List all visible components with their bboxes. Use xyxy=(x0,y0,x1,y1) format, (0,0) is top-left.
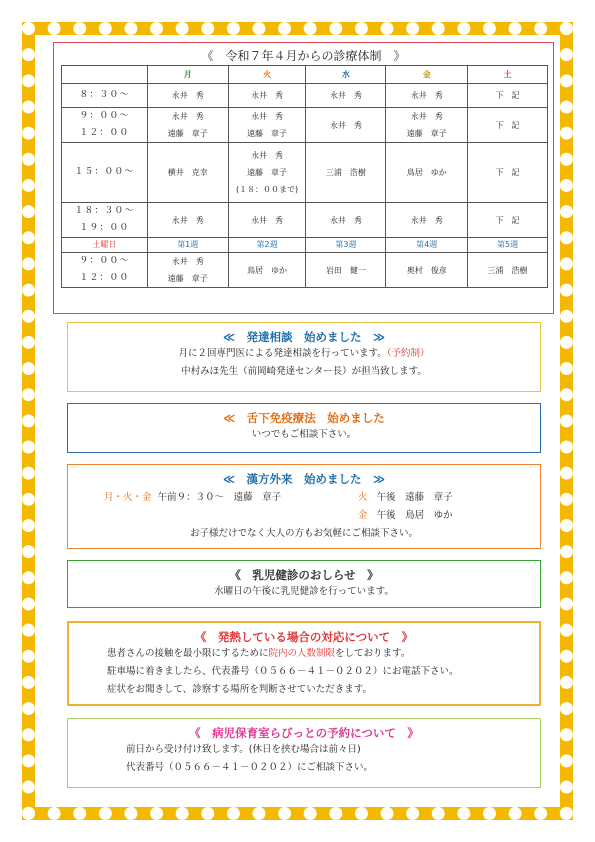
doctor-cell-line: 永井 秀 xyxy=(329,215,362,225)
schedule-title: 《 令和７年４月からの診療体制 》 xyxy=(201,49,406,63)
week-label xyxy=(306,238,386,253)
doctor-cell-line: 永井 秀 xyxy=(171,112,204,121)
kampo-day-c: 金 xyxy=(358,510,368,521)
time-cell-line: １５：００～ xyxy=(74,167,135,177)
week-label xyxy=(468,238,548,253)
doctor-cell xyxy=(468,253,548,288)
doctor-cell xyxy=(386,108,468,143)
fever-line2: 駐車場に着きましたら、代表番号（０５６６－４１－０２０２）にお電話下さい。 xyxy=(107,666,459,677)
week-label-line: 第4週 xyxy=(416,240,438,249)
time-cell-line: １８：３０～ xyxy=(74,206,135,216)
time-cell-line: １９：００ xyxy=(79,223,130,233)
fever-line1 xyxy=(69,645,539,663)
sick-childcare-box xyxy=(67,718,541,788)
infant-checkup-box xyxy=(67,560,541,608)
doctor-cell xyxy=(306,203,386,238)
doctor-cell xyxy=(228,203,306,238)
doctor-cell-line: 下 記 xyxy=(495,91,520,100)
infant-line1: 水曜日の午後に乳児健診を行っています。 xyxy=(214,586,394,597)
kampo-line3: お子様だけでなく大人の方もお気軽にご相談下さい。 xyxy=(189,528,418,539)
dev-title: ≪ 発達相談 始めました ≫ xyxy=(222,330,386,344)
kampo-title: ≪ 漢方外来 始めました ≫ xyxy=(222,472,386,486)
fever-line1-a: 患者さんの接触を最小限にするために xyxy=(107,648,269,659)
fever-line3: 症状をお聞きして、診察する場所を判断させていただきます。 xyxy=(107,684,373,695)
doctor-cell xyxy=(228,84,306,108)
doctor-cell xyxy=(306,143,386,203)
doctor-cell-line: 三浦 浩樹 xyxy=(325,168,366,177)
infant-title: 《 乳児健診のおしらせ 》 xyxy=(229,568,379,582)
doctor-cell xyxy=(228,253,306,288)
dev-line1 xyxy=(68,345,540,363)
doctor-cell-line: 永井 秀 xyxy=(171,215,204,225)
week-label xyxy=(386,238,468,253)
week-label xyxy=(147,238,228,253)
doctor-cell xyxy=(468,203,548,238)
kampo-row-b xyxy=(358,489,453,503)
doctor-cell-line: 下 記 xyxy=(495,215,520,225)
developmental-consult-box xyxy=(67,322,541,392)
doctor-cell xyxy=(386,84,468,108)
kampo-text-b: 午後 遠藤 章子 xyxy=(376,492,453,503)
header-wed: 水 xyxy=(306,66,386,84)
time-cell xyxy=(62,253,148,288)
doctor-cell xyxy=(386,253,468,288)
schedule-table xyxy=(61,65,548,288)
doctor-cell xyxy=(306,253,386,288)
header-sat: 土 xyxy=(468,66,548,84)
doctor-cell-line: 奥村 俊彦 xyxy=(406,265,447,275)
table-row xyxy=(62,203,548,238)
doctor-cell xyxy=(228,108,306,143)
table-row xyxy=(62,84,548,108)
doctor-cell-line: 永井 秀 xyxy=(251,151,284,160)
doctor-cell-line: 遠藤 章子 xyxy=(167,274,208,283)
table-row xyxy=(62,108,548,143)
time-cell xyxy=(62,203,148,238)
dev-reservation: （予約制） xyxy=(386,348,430,359)
doctor-cell xyxy=(147,143,228,203)
time-cell-line: １２：００ xyxy=(79,128,130,138)
doctor-cell xyxy=(306,108,386,143)
fever-line1-c: をしております。 xyxy=(335,648,411,659)
header-fri: 金 xyxy=(386,66,468,84)
doctor-cell-line: 永井 秀 xyxy=(329,120,362,130)
doctor-cell xyxy=(147,253,228,288)
table-header-row xyxy=(62,66,548,84)
doctor-cell-line: 永井 秀 xyxy=(171,257,204,266)
doctor-cell xyxy=(147,108,228,143)
doctor-cell-line: 永井 秀 xyxy=(171,91,204,100)
time-cell-line: １２：００ xyxy=(79,273,130,283)
doctor-cell xyxy=(306,84,386,108)
doctor-cell-line: 遠藤 章子 xyxy=(247,129,288,138)
week-label-line: 第2週 xyxy=(256,240,278,249)
time-cell xyxy=(62,143,148,203)
kampo-text-a: 午前９：３０～ 遠藤 章子 xyxy=(157,492,282,503)
time-cell xyxy=(62,84,148,108)
doctor-cell-line: 永井 秀 xyxy=(410,112,443,121)
allergy-line1: いつでもご相談下さい。 xyxy=(251,429,357,440)
doctor-cell-line: 三浦 浩樹 xyxy=(487,265,528,275)
doctor-cell-line: 横井 克幸 xyxy=(167,168,208,177)
kampo-days-a: 月・火・金 xyxy=(104,492,152,503)
header-mon: 月 xyxy=(147,66,228,84)
doctor-cell xyxy=(228,143,306,203)
saturday-row xyxy=(62,253,548,288)
childcare-title: 《 病児保育室らびっとの予約について 》 xyxy=(189,726,419,740)
doctor-cell-line: 永井 秀 xyxy=(251,112,284,121)
table-row xyxy=(62,143,548,203)
saturday-label xyxy=(62,238,148,253)
fever-response-box xyxy=(67,621,541,706)
doctor-cell-line: 永井 秀 xyxy=(251,215,284,225)
kampo-clinic-box xyxy=(67,464,541,549)
header-blank xyxy=(62,66,148,84)
week-label-line: 第1週 xyxy=(177,240,199,249)
saturday-weeks-row xyxy=(62,238,548,253)
childcare-line1: 前日から受け付け致します。(休日を挟む場合は前々日) xyxy=(126,744,361,755)
time-cell-line: ９：００～ xyxy=(79,256,130,266)
doctor-cell xyxy=(386,143,468,203)
fever-limit: 院内の人数制限 xyxy=(268,648,336,659)
doctor-cell-line: 岩田 健一 xyxy=(325,265,366,275)
time-cell xyxy=(62,108,148,143)
doctor-cell-line: 鳥居 ゆか xyxy=(247,265,288,275)
header-tue: 火 xyxy=(228,66,306,84)
doctor-cell-line: 遠藤 章子 xyxy=(406,129,447,138)
doctor-cell-line: 下 記 xyxy=(495,120,520,130)
doctor-cell xyxy=(468,84,548,108)
saturday-label-line: 土曜日 xyxy=(92,240,117,249)
week-label xyxy=(228,238,306,253)
doctor-cell-line: 永井 秀 xyxy=(329,91,362,100)
doctor-cell-line: 遠藤 章子 xyxy=(167,129,208,138)
allergy-title: ≪ 舌下免疫療法 始めました xyxy=(223,411,385,425)
kampo-row-c xyxy=(358,507,453,521)
doctor-cell-line: 下 記 xyxy=(495,168,520,177)
doctor-cell xyxy=(147,84,228,108)
doctor-cell xyxy=(147,203,228,238)
childcare-line2: 代表番号（０５６６－４１－０２０２）にご相談下さい。 xyxy=(126,762,374,773)
time-cell-line: ８：３０～ xyxy=(79,90,130,100)
doctor-cell-line: 鳥居 ゆか xyxy=(406,168,447,177)
doctor-cell xyxy=(468,143,548,203)
doctor-cell xyxy=(386,203,468,238)
doctor-cell xyxy=(468,108,548,143)
doctor-cell-line: 永井 秀 xyxy=(251,91,284,100)
doctor-cell-line: 遠藤 章子 xyxy=(247,168,288,177)
doctor-cell-line: (１８：００まで) xyxy=(235,185,299,194)
doctor-cell-line: 永井 秀 xyxy=(410,91,443,100)
schedule-box xyxy=(53,42,554,314)
kampo-row-a xyxy=(104,489,281,503)
fever-title: 《 発熱している場合の対応について 》 xyxy=(194,630,414,644)
time-cell-line: ９：００～ xyxy=(79,111,130,121)
dev-line2: 中村みほ先生（前岡崎発達センター長）が担当致します。 xyxy=(181,366,427,377)
sublingual-immunotherapy-box xyxy=(67,403,541,453)
week-label-line: 第5週 xyxy=(497,240,519,249)
dev-line1-text: 月に２回専門医による発達相談を行っています。 xyxy=(178,348,387,359)
doctor-cell-line: 永井 秀 xyxy=(410,215,443,225)
kampo-day-b: 火 xyxy=(358,492,368,503)
week-label-line: 第3週 xyxy=(335,240,357,249)
kampo-text-c: 午後 鳥居 ゆか xyxy=(376,510,453,521)
